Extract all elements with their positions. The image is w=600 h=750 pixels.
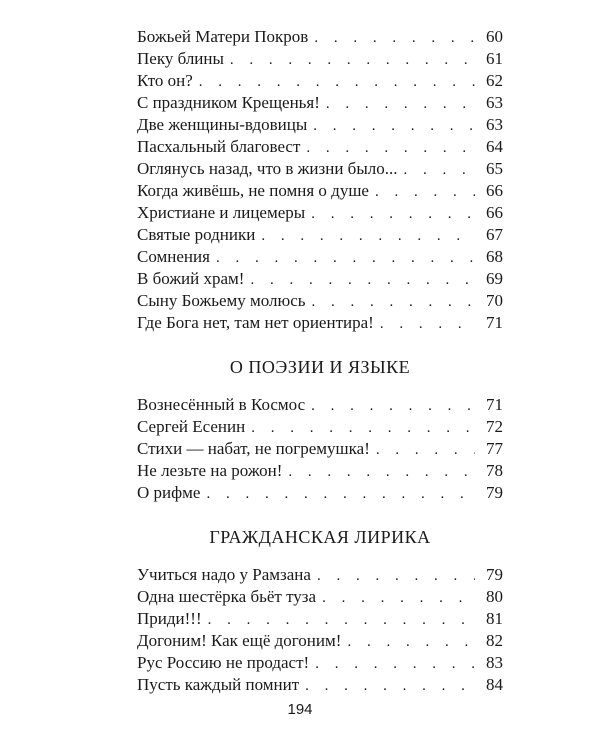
dot-leader — [312, 291, 475, 313]
entry-page: 70 — [486, 291, 503, 310]
entry-page: 77 — [486, 439, 503, 458]
entry-title: В божий храм! — [137, 269, 245, 288]
toc-entry — [137, 608, 503, 630]
entry-page: 63 — [486, 115, 503, 134]
entry-title: Когда живёшь, не помня о душе — [137, 181, 369, 200]
dot-leader — [376, 439, 475, 461]
toc-entry — [137, 438, 503, 460]
dot-leader — [326, 93, 475, 115]
toc-entry — [137, 136, 503, 158]
dot-leader — [305, 675, 475, 697]
dot-leader — [322, 587, 475, 609]
dot-leader — [216, 247, 475, 269]
table-of-contents — [137, 26, 503, 696]
dot-leader — [199, 71, 475, 93]
entry-page: 66 — [486, 203, 503, 222]
entry-page: 67 — [486, 225, 503, 244]
entry-page: 65 — [486, 159, 503, 178]
section-heading: О ПОЭЗИИ И ЯЗЫКЕ — [229, 357, 411, 377]
toc-entry — [137, 674, 503, 696]
toc-entry — [137, 630, 503, 652]
dot-leader — [251, 417, 475, 439]
entry-page: 82 — [486, 631, 503, 650]
toc-section-continued — [137, 26, 503, 334]
page-number: 194 — [287, 701, 313, 718]
entry-title: Стихи — набат, не погремушка! — [137, 439, 370, 458]
entry-title: Божьей Матери Покров — [137, 27, 309, 46]
dot-leader — [306, 137, 475, 159]
entry-page: 79 — [486, 565, 503, 584]
entry-title: Одна шестёрка бьёт туза — [137, 587, 317, 606]
toc-entry — [137, 268, 503, 290]
toc-entry — [137, 460, 503, 482]
spacer — [137, 548, 503, 564]
toc-entry — [137, 564, 503, 586]
toc-entry — [137, 180, 503, 202]
dot-leader — [250, 269, 475, 291]
toc-entry — [137, 416, 503, 438]
entry-title: Приди!!! — [137, 609, 202, 628]
toc-section-civic — [137, 526, 503, 696]
dot-leader — [380, 313, 475, 335]
toc-entry — [137, 114, 503, 136]
dot-leader — [230, 49, 475, 71]
dot-leader — [288, 461, 475, 483]
entry-title: Сыну Божьему молюсь — [137, 291, 306, 310]
entry-page: 72 — [486, 417, 503, 436]
entry-title: Две женщины-вдовицы — [137, 115, 308, 134]
toc-entry — [137, 482, 503, 504]
entry-title: Где Бога нет, там нет ориентира! — [137, 313, 374, 332]
spacer — [137, 378, 503, 394]
dot-leader — [314, 27, 475, 49]
entry-page: 68 — [486, 247, 503, 266]
toc-entry — [137, 26, 503, 48]
toc-entry — [137, 246, 503, 268]
dot-leader — [347, 631, 475, 653]
dot-leader — [311, 203, 475, 225]
entry-title: Учиться надо у Рамзана — [137, 565, 311, 584]
toc-section-poetry — [137, 356, 503, 504]
dot-leader — [208, 609, 475, 631]
entry-page: 63 — [486, 93, 503, 112]
toc-entry — [137, 48, 503, 70]
entry-title: С праздником Крещенья! — [137, 93, 320, 112]
toc-entry — [137, 224, 503, 246]
entry-title: Кто он? — [137, 71, 193, 90]
entry-page: 61 — [486, 49, 503, 68]
entry-title: Догоним! Как ещё догоним! — [137, 631, 342, 650]
entry-title: Сомнения — [137, 247, 210, 266]
dot-leader — [375, 181, 475, 203]
dot-leader — [317, 565, 475, 587]
entry-title: Пусть каждый помнит — [137, 675, 300, 694]
entry-page: 81 — [486, 609, 503, 628]
entry-page: 79 — [486, 483, 503, 502]
entry-title: Христиане и лицемеры — [137, 203, 306, 222]
entry-page: 66 — [486, 181, 503, 200]
entry-page: 62 — [486, 71, 503, 90]
dot-leader — [206, 483, 475, 505]
entry-page: 69 — [486, 269, 503, 288]
toc-entry — [137, 586, 503, 608]
spacer — [137, 504, 503, 526]
entry-page: 83 — [486, 653, 503, 672]
toc-entry — [137, 312, 503, 334]
spacer — [137, 334, 503, 356]
entry-page: 60 — [486, 27, 503, 46]
entry-title: Оглянусь назад, что в жизни было... — [137, 159, 398, 178]
entry-page: 71 — [486, 395, 503, 414]
entry-title: Вознесённый в Космос — [137, 395, 306, 414]
entry-page: 84 — [486, 675, 503, 694]
toc-entry — [137, 202, 503, 224]
entry-title: Пасхальный благовест — [137, 137, 301, 156]
section-heading: ГРАЖДАНСКАЯ ЛИРИКА — [209, 527, 431, 547]
entry-page: 80 — [486, 587, 503, 606]
entry-page: 64 — [486, 137, 503, 156]
entry-page: 71 — [486, 313, 503, 332]
entry-title: О рифме — [137, 483, 201, 502]
entry-title: Пеку блины — [137, 49, 224, 68]
toc-entry — [137, 394, 503, 416]
entry-title: Не лезьте на рожон! — [137, 461, 283, 480]
dot-leader — [313, 115, 475, 137]
toc-entry — [137, 652, 503, 674]
toc-entry — [137, 290, 503, 312]
dot-leader — [311, 395, 475, 417]
entry-title: Святые родники — [137, 225, 256, 244]
entry-page: 78 — [486, 461, 503, 480]
dot-leader — [315, 653, 475, 675]
toc-entry — [137, 70, 503, 92]
entry-title: Рус Россию не продаст! — [137, 653, 310, 672]
toc-entry — [137, 158, 503, 180]
dot-leader — [403, 159, 475, 181]
toc-entry — [137, 92, 503, 114]
dot-leader — [261, 225, 475, 247]
entry-title: Сергей Есенин — [137, 417, 246, 436]
